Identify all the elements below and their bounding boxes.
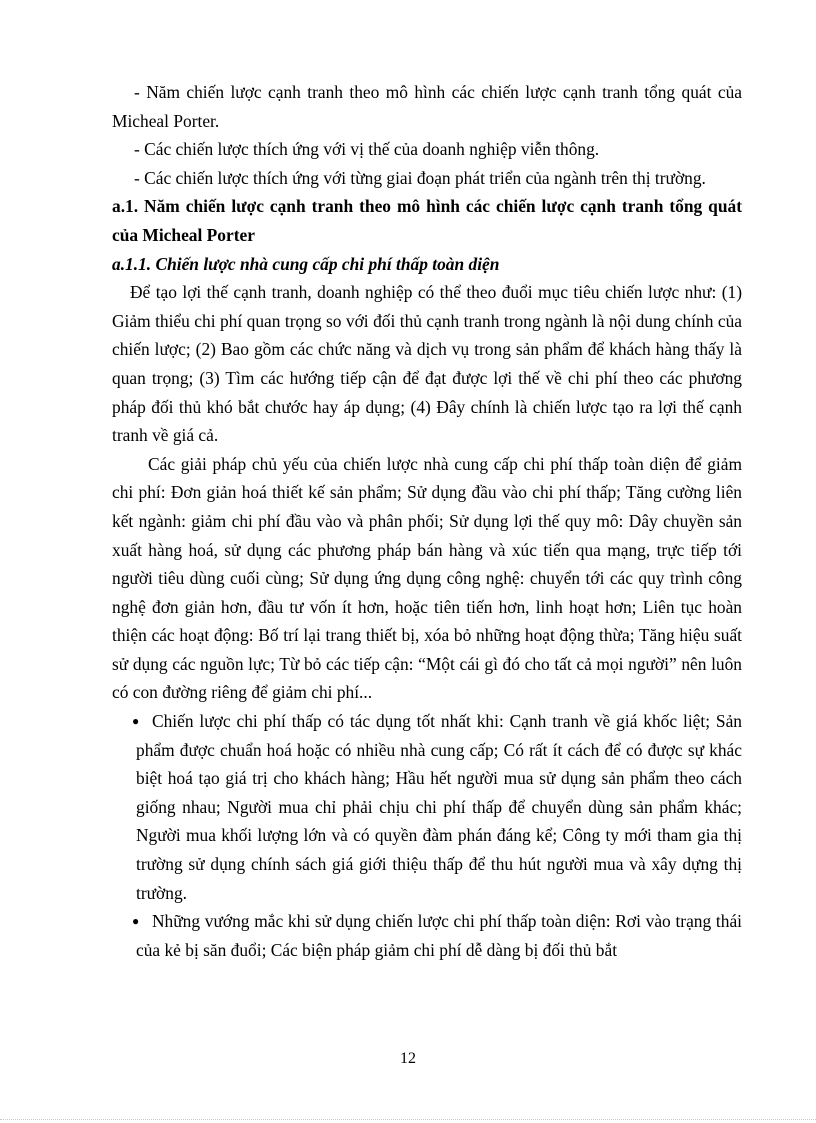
paragraph-solutions: Các giải pháp chủ yếu của chiến lược nhà cung cấp chi phí thấp toàn diện để giảm chi phí: Đơn giản hoá thiết kế sản phẩm; Sử dụng đầu vào chi phí thấp; Tăng cường liên kết ngành: giảm chi phí đầu vào và phân phối; Sử dụng lợi thế quy mô: Dây chuyền sản xuất hàng hoá, sử dụng các phương pháp bán hàng và xúc tiến qua mạng, trực tiếp tới người tiêu dùng cuối cùng; Sử dụng ứng dụng công nghệ: chuyển tới các quy trình công nghệ đơn giản hơn, đầu tư vốn ít hơn, hoặc tiên tiến hơn, linh hoạt hơn; Liên tục hoàn thiện các hoạt động: Bố trí lại trang thiết bị, xóa bỏ những hoạt động thừa; Tăng hiệu suất sử dụng các nguồn lực; Từ bỏ các tiếp cận: “Một cái gì đó cho tất cả mọi người” nên luôn có con đường riêng để giảm chi phí...: [112, 453, 742, 703]
document-page: [112, 78, 742, 964]
page-number: 12: [400, 1050, 416, 1067]
page-bottom-divider: [0, 1119, 816, 1120]
bullet-item-obstacles: [112, 907, 742, 964]
bullet-text: Những vướng mắc khi sử dụng chiến lược chi phí thấp toàn diện: Rơi vào trạng thái của kẻ bị săn đuổi; Các biện pháp giảm chi phí dễ dàng bị đối thủ bắt: [136, 911, 742, 960]
bullet-item-row: [112, 707, 742, 907]
heading-a1: a.1. Năm chiến lược cạnh tranh theo mô hình các chiến lược cạnh tranh tổng quát của Micheal Porter: [112, 196, 742, 245]
dash-item-stage-strategies: - Các chiến lược thích ứng với từng giai đoạn phát triển của ngành trên thị trường.: [134, 167, 706, 188]
bullet-icon: ●: [132, 914, 140, 929]
bullet-icon: ●: [132, 714, 140, 729]
dash-item-position-strategies: - Các chiến lược thích ứng với vị thế của doanh nghiệp viễn thông.: [134, 139, 600, 160]
dash-item-five-strategies: - Năm chiến lược cạnh tranh theo mô hình các chiến lược cạnh tranh tổng quát của Micheal Porter.: [112, 82, 742, 131]
bullet-item-best-conditions: [112, 707, 742, 907]
paragraph-competitive-advantage: Để tạo lợi thế cạnh tranh, doanh nghiệp có thể theo đuổi mục tiêu chiến lược như: (1) Giảm thiểu chi phí quan trọng so với đối thủ cạnh tranh trong ngành là nội dung chính của chiến lược; (2) Bao gồm các chức năng và dịch vụ trong sản phẩm để khách hàng thấy là quan trọng; (3) Tìm các hướng tiếp cận để đạt được lợi thế về chi phí theo các phương pháp đối thủ khó bắt chước hay áp dụng; (4) Đây chính là chiến lược tạo ra lợi thế cạnh tranh về giá cả.: [112, 282, 742, 446]
bullet-item-row: [112, 907, 742, 964]
bullet-text: Chiến lược chi phí thấp có tác dụng tốt nhất khi: Cạnh tranh về giá khốc liệt; Sản phẩm được chuẩn hoá hoặc có nhiều nhà cung cấp; Có rất ít cách để có được sự khác biệt hoá tạo giá trị cho khách hàng; Hầu hết người mua sử dụng sản phẩm theo cách giống nhau; Người mua chỉ phải chịu chi phí thấp để chuyển dùng sản phẩm khác; Người mua khối lượng lớn và có quyền đàm phán đáng kể; Công ty mới tham gia thị trường sử dụng chính sách giá giới thiệu thấp để thu hút người mua và xây dựng thị trường.: [136, 711, 742, 903]
heading-a11: a.1.1. Chiến lược nhà cung cấp chi phí thấp toàn diện: [112, 253, 500, 274]
